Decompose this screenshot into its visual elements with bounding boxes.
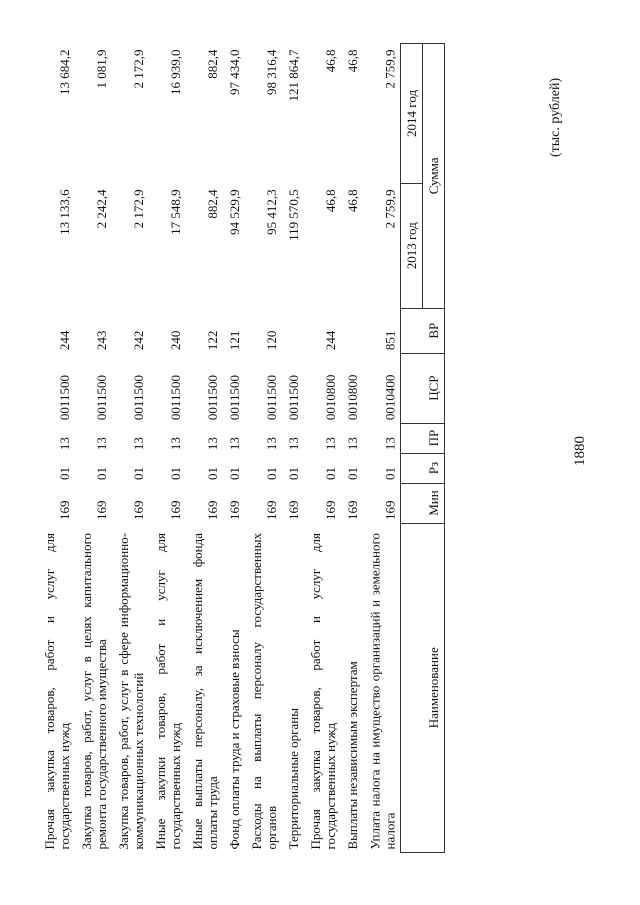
row-vr: 243 xyxy=(94,330,109,351)
table-row xyxy=(75,44,112,853)
row-pr: 13 xyxy=(94,437,109,451)
row-csr: 0011500 xyxy=(94,375,109,421)
header-rz: Рз xyxy=(401,453,445,483)
table-row xyxy=(282,44,304,853)
row-sum-2013: 2 242,4 xyxy=(94,189,109,229)
row-rz: 01 xyxy=(227,467,242,481)
row-rz: 01 xyxy=(168,467,183,481)
header-csr: ЦСР xyxy=(401,353,445,423)
row-vr: 242 xyxy=(131,330,146,351)
row-min: 169 xyxy=(323,500,338,521)
row-rz: 01 xyxy=(323,467,338,481)
row-sum-2014: 16 939,0 xyxy=(168,49,183,95)
row-min: 169 xyxy=(286,500,301,521)
table-row xyxy=(112,44,149,853)
row-rz: 01 xyxy=(205,467,220,481)
row-name: Прочая закупка товаров, работ и услуг для государственных нужд xyxy=(42,533,72,850)
row-sum-2013: 2 172,9 xyxy=(131,189,146,229)
table-row xyxy=(304,44,341,853)
row-sum-2013: 46,8 xyxy=(345,189,360,213)
table-row xyxy=(341,44,363,853)
row-pr: 13 xyxy=(57,437,72,451)
row-min: 169 xyxy=(227,500,242,521)
table-body xyxy=(38,44,401,853)
row-pr: 13 xyxy=(345,437,360,451)
header-vr: ВР xyxy=(401,308,445,353)
row-min: 169 xyxy=(131,500,146,521)
row-name: Уплата налога на имущество организаций и земельного налога xyxy=(367,533,398,850)
row-sum-2013: 882,4 xyxy=(205,189,220,219)
row-name: Выплаты независимым экспертам xyxy=(345,661,360,850)
row-csr: 0011500 xyxy=(168,375,183,421)
row-min: 169 xyxy=(345,500,360,521)
row-rz: 01 xyxy=(57,467,72,481)
row-min: 169 xyxy=(94,500,109,521)
row-csr: 0011500 xyxy=(131,375,146,421)
row-rz: 01 xyxy=(131,467,146,481)
row-min: 169 xyxy=(205,500,220,521)
row-sum-2014: 97 434,0 xyxy=(227,49,242,95)
page-number: 1880 xyxy=(572,436,588,466)
row-name: Закупка товаров, работ, услуг в целях капитального ремонта государственного имущества xyxy=(79,533,109,850)
row-sum-2014: 882,4 xyxy=(205,49,220,79)
header-min: Мин xyxy=(401,483,445,523)
row-sum-2014: 1 081,9 xyxy=(94,49,109,89)
row-min: 169 xyxy=(57,500,72,521)
row-pr: 13 xyxy=(323,437,338,451)
row-vr: 121 xyxy=(227,330,242,351)
row-vr: 244 xyxy=(57,330,72,351)
row-csr: 0010800 xyxy=(345,374,360,421)
row-min: 169 xyxy=(168,500,183,521)
row-csr: 0011500 xyxy=(57,375,72,421)
row-sum-2014: 46,8 xyxy=(323,49,338,73)
row-pr: 13 xyxy=(286,437,301,451)
row-csr: 0011500 xyxy=(264,375,279,421)
row-vr xyxy=(341,308,363,353)
row-csr: 0011500 xyxy=(205,375,220,421)
row-name: Фонд оплаты труда и страховые взносы xyxy=(227,629,242,850)
row-name: Расходы на выплаты персоналу государственных органов xyxy=(249,533,279,850)
row-sum-2013: 94 529,9 xyxy=(227,189,242,235)
row-csr: 0010400 xyxy=(382,374,398,421)
row-vr: 122 xyxy=(205,330,220,351)
row-name: Закупка товаров, работ, услуг в сфере информационно-коммуникационных технологий xyxy=(116,533,146,850)
row-csr: 0011500 xyxy=(286,375,301,421)
row-name: Прочая закупка товаров, работ и услуг для государственных нужд xyxy=(308,533,338,850)
table-row xyxy=(363,44,401,853)
row-pr: 13 xyxy=(205,437,220,451)
row-rz: 01 xyxy=(264,467,279,481)
units-label: (тыс. рублей) xyxy=(548,77,563,157)
row-pr: 13 xyxy=(227,437,242,451)
row-sum-2014: 2 759,9 xyxy=(382,49,398,89)
row-vr: 851 xyxy=(382,330,398,351)
table-row xyxy=(245,44,282,853)
row-pr: 13 xyxy=(264,437,279,451)
row-name: Иные закупки товаров, работ и услуг для государственных нужд xyxy=(153,533,183,850)
row-pr: 13 xyxy=(131,437,146,451)
row-rz: 01 xyxy=(94,467,109,481)
row-rz: 01 xyxy=(286,467,301,481)
row-sum-2014: 13 684,2 xyxy=(57,49,72,95)
row-name: Иные выплаты персоналу, за исключением фонда оплаты труда xyxy=(190,533,220,850)
table-row xyxy=(223,44,245,853)
row-sum-2013: 119 570,5 xyxy=(286,189,301,241)
row-rz: 01 xyxy=(382,467,398,481)
row-sum-2013: 2 759,9 xyxy=(382,189,398,229)
table-row xyxy=(186,44,223,853)
row-vr: 244 xyxy=(323,330,338,351)
row-rz: 01 xyxy=(345,467,360,481)
row-sum-2013: 95 412,3 xyxy=(264,189,279,235)
row-min: 169 xyxy=(264,500,279,521)
table-row xyxy=(38,44,75,853)
row-csr: 0011500 xyxy=(227,375,242,421)
table-header xyxy=(401,44,445,853)
header-name: Наименование xyxy=(401,523,445,852)
row-sum-2013: 46,8 xyxy=(323,189,338,213)
budget-table xyxy=(38,43,445,853)
row-vr xyxy=(282,308,304,353)
row-sum-2013: 17 548,9 xyxy=(168,189,183,235)
row-sum-2014: 98 316,4 xyxy=(264,49,279,95)
row-pr: 13 xyxy=(168,437,183,451)
row-sum-2013: 13 133,6 xyxy=(57,189,72,235)
header-year-2014: 2014 год xyxy=(401,44,423,184)
header-sum: Сумма xyxy=(423,44,445,309)
row-csr: 0010800 xyxy=(323,374,338,421)
row-sum-2014: 46,8 xyxy=(345,49,360,73)
row-sum-2014: 2 172,9 xyxy=(131,49,146,89)
header-pr: ПР xyxy=(401,423,445,453)
row-min: 169 xyxy=(382,500,398,521)
row-sum-2014: 121 864,7 xyxy=(286,49,301,102)
row-name: Территориальные органы xyxy=(286,708,301,850)
table-row xyxy=(149,44,186,853)
row-pr: 13 xyxy=(382,437,398,451)
header-year-2013: 2013 год xyxy=(401,183,423,308)
row-vr: 240 xyxy=(168,330,183,351)
row-vr: 120 xyxy=(264,330,279,351)
